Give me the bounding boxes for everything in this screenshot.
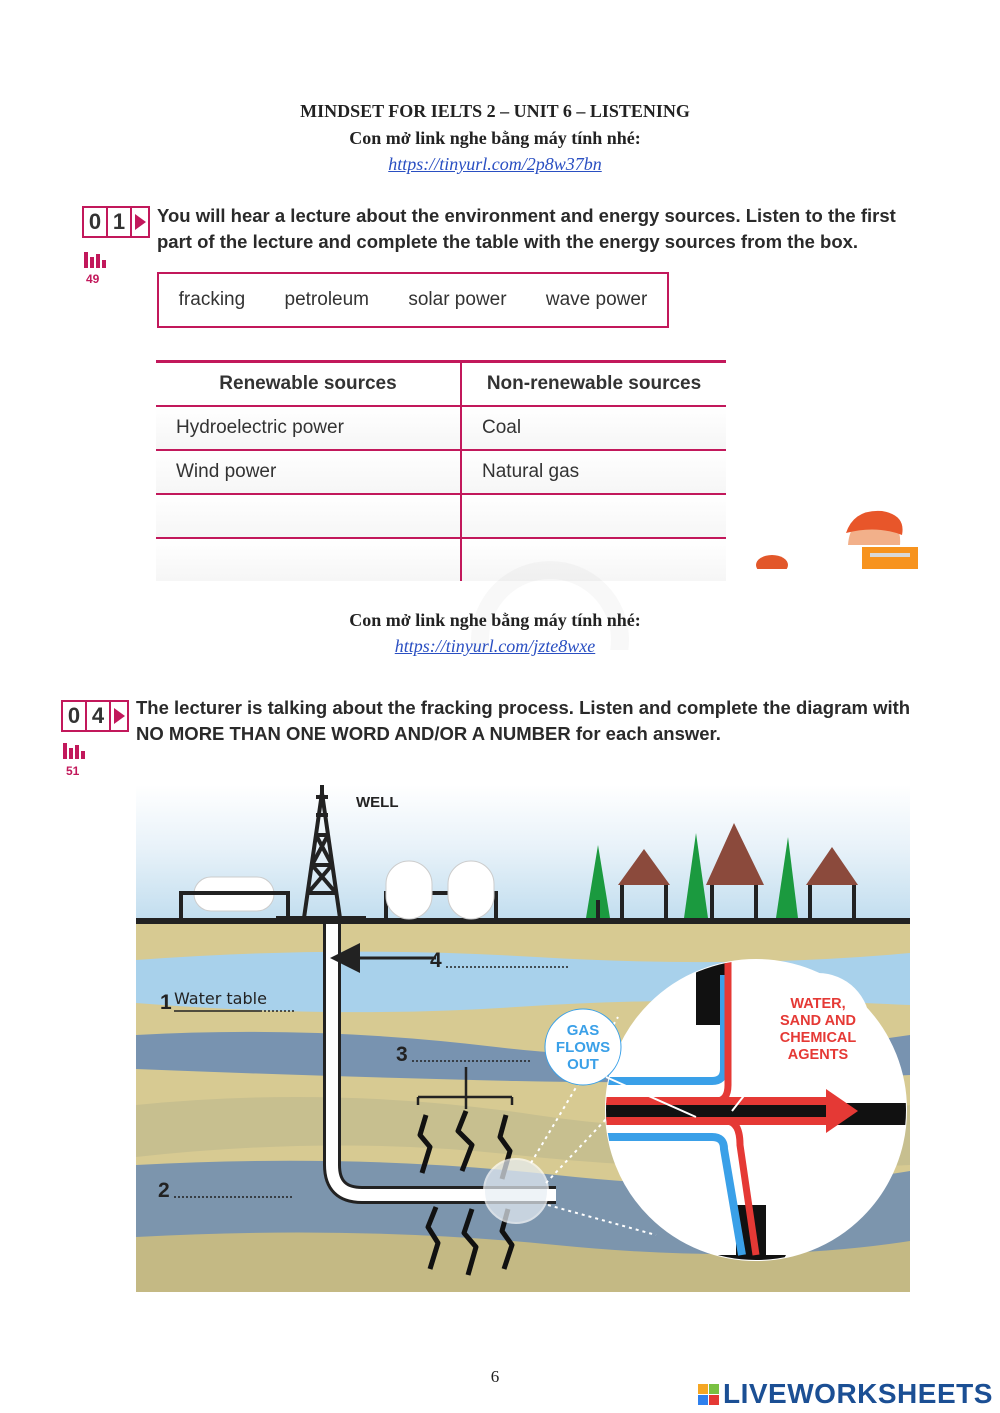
word-option: petroleum <box>284 289 370 310</box>
badge-digit: 0 <box>63 702 87 730</box>
svg-text:GAS: GAS <box>566 1022 600 1039</box>
label4-number: 4 <box>430 949 442 972</box>
answer-cell[interactable] <box>156 494 461 538</box>
worksheet-title: MINDSET FOR IELTS 2 – UNIT 6 – LISTENING <box>300 101 690 121</box>
exercise-badge-01 <box>82 206 150 238</box>
liveworksheets-logo <box>698 1378 993 1410</box>
table-row <box>156 494 726 538</box>
exercise-badge-04 <box>61 700 129 732</box>
table-cell: Coal <box>461 406 726 450</box>
table-row <box>156 406 726 450</box>
audio-track-icon <box>63 743 85 759</box>
surface-line <box>136 918 910 924</box>
track-number: 51 <box>66 764 80 778</box>
svg-text:AGENTS: AGENTS <box>787 1047 849 1063</box>
listening-note: Con mở link nghe bằng máy tính nhé: <box>349 610 641 630</box>
badge-digit: 1 <box>108 208 132 236</box>
well-label: WELL <box>356 794 399 811</box>
answer-cell[interactable] <box>461 494 726 538</box>
zoom-source-circle <box>484 1159 548 1223</box>
svg-text:SAND AND: SAND AND <box>780 1013 856 1029</box>
workers-illustration <box>750 505 920 569</box>
badge-digit: 4 <box>87 702 111 730</box>
label3-number: 3 <box>396 1043 408 1066</box>
word-option: wave power <box>545 289 648 310</box>
column-header: Non-renewable sources <box>461 362 726 407</box>
word-option: solar power <box>408 289 507 310</box>
word-box <box>157 272 669 328</box>
badge-digit: 0 <box>84 208 108 236</box>
svg-text:CHEMICAL: CHEMICAL <box>779 1030 857 1046</box>
svg-text:WATER,: WATER, <box>790 996 846 1012</box>
table-cell: Wind power <box>156 450 461 494</box>
table-cell: Hydroelectric power <box>156 406 461 450</box>
label1-answer: Water table <box>174 989 267 1008</box>
svg-text:FLOWS: FLOWS <box>555 1039 611 1056</box>
energy-sources-table <box>156 360 726 581</box>
audio-link-1[interactable]: https://tinyurl.com/2p8w37bn <box>388 154 602 174</box>
brand-logo-icon <box>698 1384 719 1405</box>
table-cell: Natural gas <box>461 450 726 494</box>
label2-number: 2 <box>158 1179 170 1202</box>
word-option: fracking <box>178 289 246 310</box>
play-arrow-icon <box>132 208 148 236</box>
audio-link-2[interactable]: https://tinyurl.com/jzte8wxe <box>394 636 596 656</box>
exercise2-instructions: The lecturer is talking about the fracking process. Listen and complete the diagram with NO MORE THAN ONE WORD AND/OR A NUMBER for each answer. <box>136 697 911 744</box>
table-row <box>156 450 726 494</box>
fracking-diagram <box>136 785 910 1292</box>
column-header: Renewable sources <box>156 362 461 407</box>
listening-note: Con mở link nghe bằng máy tính nhé: <box>349 128 641 148</box>
svg-text:OUT: OUT <box>567 1056 599 1073</box>
track-number: 49 <box>86 272 100 286</box>
label1-number: 1 <box>160 991 172 1014</box>
play-arrow-icon <box>111 702 127 730</box>
audio-track-icon <box>84 252 106 268</box>
exercise1-instructions: You will hear a lecture about the environment and energy sources. Listen to the first part of the lecture and complete the table with the energy sources from the box. <box>157 205 896 252</box>
page-number: 6 <box>490 1367 500 1386</box>
brand-name: LIVEWORKSHEETS <box>723 1378 993 1409</box>
